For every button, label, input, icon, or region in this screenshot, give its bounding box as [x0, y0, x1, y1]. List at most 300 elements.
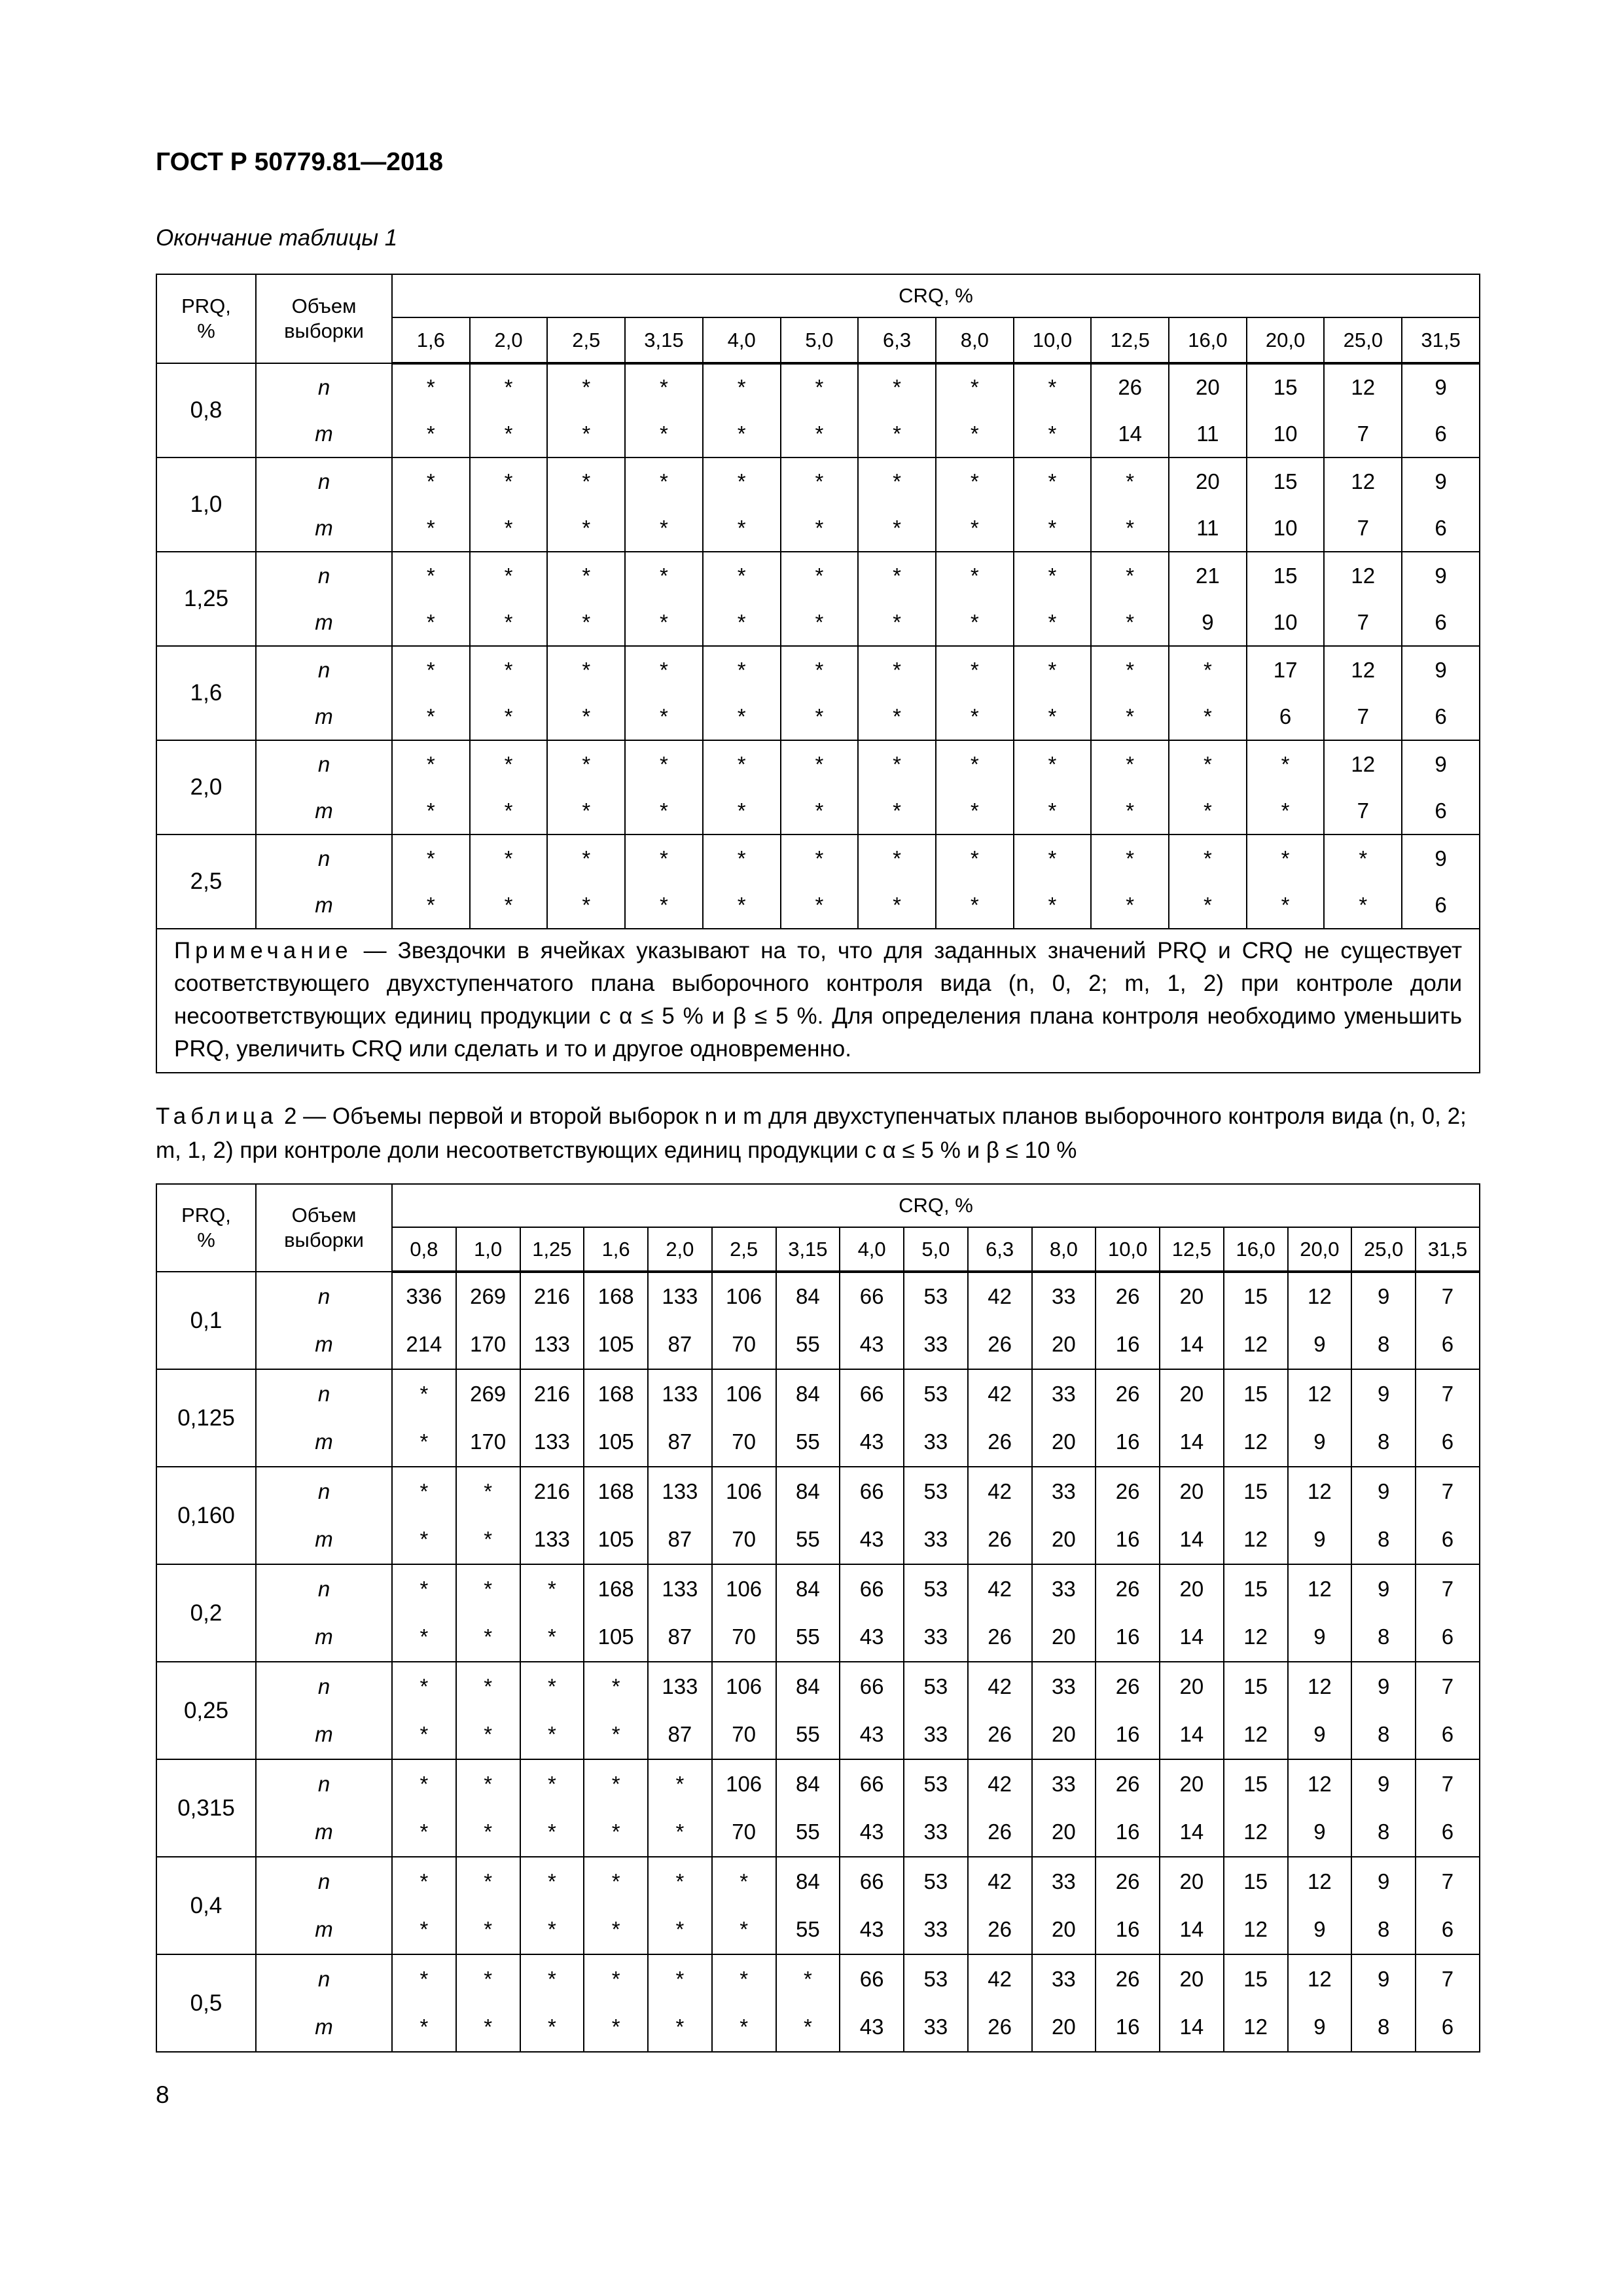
- sample-label-n: n: [256, 363, 392, 410]
- cell-m: 87: [648, 1711, 712, 1760]
- cell-m: 170: [456, 1418, 520, 1467]
- sample-label-m: m: [256, 505, 392, 552]
- cell-m: *: [1091, 505, 1169, 552]
- cell-m: 12: [1224, 1516, 1288, 1565]
- cell-m: 8: [1351, 1808, 1416, 1857]
- cell-n: 42: [968, 1467, 1032, 1516]
- cell-n: 133: [648, 1662, 712, 1711]
- cell-m: *: [1091, 882, 1169, 929]
- table-row-n: [156, 552, 1480, 599]
- cell-m: 43: [840, 1906, 904, 1955]
- prq-value: 0,125: [156, 1369, 256, 1467]
- table-2-caption-label: Таблица: [156, 1103, 278, 1129]
- sample-label-n: n: [256, 457, 392, 505]
- table-row-n: [156, 1369, 1480, 1418]
- cell-n: *: [584, 1662, 648, 1711]
- crq-value-header: 4,0: [840, 1227, 904, 1272]
- cell-n: 66: [840, 1662, 904, 1711]
- cell-m: 9: [1288, 1321, 1352, 1370]
- sample-size-column-header: Объем выборки: [256, 274, 392, 363]
- cell-n: 53: [904, 1662, 968, 1711]
- prq-value: 0,8: [156, 363, 256, 457]
- cell-m: 14: [1160, 1613, 1224, 1662]
- cell-m: 10: [1247, 410, 1325, 457]
- cell-n: 21: [1169, 552, 1247, 599]
- sample-label-n: n: [256, 1857, 392, 1906]
- cell-n: *: [392, 1954, 456, 2003]
- cell-n: 106: [712, 1662, 776, 1711]
- cell-m: *: [781, 599, 859, 646]
- cell-n: *: [547, 552, 625, 599]
- cell-n: 269: [456, 1272, 520, 1321]
- cell-n: 26: [1096, 1759, 1160, 1808]
- cell-m: 10: [1247, 505, 1325, 552]
- cell-n: 20: [1169, 363, 1247, 410]
- header-row: [156, 274, 1480, 317]
- cell-m: *: [776, 2003, 840, 2053]
- cell-m: *: [520, 1613, 584, 1662]
- cell-n: *: [1169, 646, 1247, 693]
- cell-m: *: [625, 693, 703, 740]
- table-2-caption: [156, 1100, 1478, 1168]
- cell-n: 53: [904, 1369, 968, 1418]
- cell-n: 26: [1096, 1272, 1160, 1321]
- cell-m: 16: [1096, 1906, 1160, 1955]
- cell-n: *: [781, 363, 859, 410]
- cell-n: 106: [712, 1467, 776, 1516]
- cell-n: *: [392, 552, 470, 599]
- cell-m: 12: [1224, 1321, 1288, 1370]
- cell-n: *: [470, 552, 548, 599]
- cell-m: 43: [840, 1516, 904, 1565]
- cell-m: *: [858, 505, 936, 552]
- cell-m: *: [392, 1711, 456, 1760]
- cell-n: 84: [776, 1369, 840, 1418]
- cell-n: 9: [1402, 363, 1480, 410]
- cell-n: 26: [1096, 1954, 1160, 2003]
- page-number: 8: [156, 2081, 169, 2108]
- cell-n: *: [1091, 552, 1169, 599]
- cell-m: 20: [1032, 1711, 1096, 1760]
- cell-n: *: [456, 1857, 520, 1906]
- cell-m: 6: [1402, 693, 1480, 740]
- prq-column-header: PRQ, %: [156, 1184, 256, 1272]
- note-label: Примечание: [174, 938, 353, 963]
- table-row-m: [156, 1418, 1480, 1467]
- table-row-m: [156, 693, 1480, 740]
- cell-n: *: [456, 1564, 520, 1613]
- cell-n: *: [470, 363, 548, 410]
- cell-n: *: [1014, 552, 1092, 599]
- cell-m: 16: [1096, 2003, 1160, 2053]
- cell-m: *: [712, 1906, 776, 1955]
- cell-m: *: [703, 882, 781, 929]
- cell-m: *: [392, 505, 470, 552]
- cell-m: 20: [1032, 1418, 1096, 1467]
- cell-m: *: [1169, 882, 1247, 929]
- cell-n: 7: [1416, 1272, 1480, 1321]
- cell-n: 53: [904, 1467, 968, 1516]
- cell-m: 20: [1032, 1906, 1096, 1955]
- cell-m: 6: [1416, 1516, 1480, 1565]
- crq-value-header: 4,0: [703, 317, 781, 363]
- cell-n: *: [648, 1857, 712, 1906]
- cell-m: 7: [1324, 787, 1402, 834]
- cell-n: 7: [1416, 1467, 1480, 1516]
- sample-size-column-header: Объем выборки: [256, 1184, 392, 1272]
- cell-m: 43: [840, 1613, 904, 1662]
- sample-label-m: m: [256, 1711, 392, 1760]
- note-row: [156, 929, 1480, 1073]
- cell-n: *: [584, 1954, 648, 2003]
- cell-m: *: [1091, 599, 1169, 646]
- cell-n: *: [547, 363, 625, 410]
- cell-n: *: [625, 834, 703, 882]
- cell-n: *: [1014, 457, 1092, 505]
- table-row-m: [156, 1906, 1480, 1955]
- cell-m: 9: [1288, 1613, 1352, 1662]
- table-row-m: [156, 1808, 1480, 1857]
- cell-m: *: [392, 693, 470, 740]
- cell-n: 33: [1032, 1369, 1096, 1418]
- cell-m: *: [936, 787, 1014, 834]
- cell-m: 7: [1324, 505, 1402, 552]
- cell-m: 55: [776, 1516, 840, 1565]
- cell-n: 42: [968, 1662, 1032, 1711]
- cell-n: 33: [1032, 1564, 1096, 1613]
- cell-n: *: [936, 363, 1014, 410]
- cell-n: 7: [1416, 1564, 1480, 1613]
- cell-m: *: [1014, 505, 1092, 552]
- cell-m: *: [858, 787, 936, 834]
- cell-m: *: [703, 505, 781, 552]
- cell-n: *: [1091, 646, 1169, 693]
- cell-n: *: [456, 1759, 520, 1808]
- cell-m: 7: [1324, 693, 1402, 740]
- cell-m: 26: [968, 1808, 1032, 1857]
- table-row-n: [156, 646, 1480, 693]
- cell-m: 20: [1032, 1321, 1096, 1370]
- cell-n: 7: [1416, 1759, 1480, 1808]
- cell-n: 9: [1351, 1857, 1416, 1906]
- cell-m: 6: [1402, 882, 1480, 929]
- prq-value: 0,4: [156, 1857, 256, 1954]
- cell-n: 9: [1351, 1662, 1416, 1711]
- crq-value-header: 12,5: [1091, 317, 1169, 363]
- cell-m: 14: [1160, 1418, 1224, 1467]
- cell-n: 12: [1324, 457, 1402, 505]
- cell-m: 105: [584, 1418, 648, 1467]
- crq-value-header: 1,6: [392, 317, 470, 363]
- crq-value-header: 8,0: [1032, 1227, 1096, 1272]
- cell-m: *: [392, 1613, 456, 1662]
- crq-value-header: 10,0: [1096, 1227, 1160, 1272]
- cell-m: *: [456, 1711, 520, 1760]
- cell-n: *: [781, 457, 859, 505]
- cell-m: 133: [520, 1516, 584, 1565]
- cell-n: *: [712, 1857, 776, 1906]
- cell-m: *: [547, 599, 625, 646]
- cell-n: *: [392, 1467, 456, 1516]
- cell-m: 6: [1247, 693, 1325, 740]
- cell-m: 6: [1416, 1808, 1480, 1857]
- sample-label-n: n: [256, 552, 392, 599]
- cell-n: *: [703, 363, 781, 410]
- table-row-m: [156, 1516, 1480, 1565]
- cell-m: 70: [712, 1516, 776, 1565]
- cell-m: 11: [1169, 505, 1247, 552]
- table-row-n: [156, 1467, 1480, 1516]
- crq-value-header: 25,0: [1351, 1227, 1416, 1272]
- cell-m: 8: [1351, 1516, 1416, 1565]
- cell-m: 70: [712, 1613, 776, 1662]
- cell-n: *: [781, 552, 859, 599]
- cell-m: 170: [456, 1321, 520, 1370]
- cell-m: *: [858, 882, 936, 929]
- cell-m: 133: [520, 1418, 584, 1467]
- crq-value-header: 0,8: [392, 1227, 456, 1272]
- table-row-m: [156, 410, 1480, 457]
- cell-m: 6: [1402, 410, 1480, 457]
- cell-n: 15: [1224, 1662, 1288, 1711]
- table-row-n: [156, 834, 1480, 882]
- table-row-m: [156, 1711, 1480, 1760]
- cell-n: *: [392, 740, 470, 787]
- cell-n: *: [520, 1564, 584, 1613]
- cell-m: *: [1014, 882, 1092, 929]
- prq-value: 0,1: [156, 1272, 256, 1369]
- prq-value: 0,25: [156, 1662, 256, 1759]
- table-row-n: [156, 1954, 1480, 2003]
- sample-label-m: m: [256, 787, 392, 834]
- cell-n: 20: [1169, 457, 1247, 505]
- crq-value-header: 5,0: [904, 1227, 968, 1272]
- sample-label-n: n: [256, 1759, 392, 1808]
- prq-column-header: PRQ, %: [156, 274, 256, 363]
- cell-n: *: [392, 1662, 456, 1711]
- cell-m: 55: [776, 1418, 840, 1467]
- cell-m: *: [470, 505, 548, 552]
- crq-column-header: CRQ, %: [392, 1184, 1480, 1227]
- cell-n: 15: [1247, 552, 1325, 599]
- cell-m: *: [392, 1808, 456, 1857]
- cell-n: *: [648, 1759, 712, 1808]
- cell-n: 12: [1324, 646, 1402, 693]
- cell-m: *: [584, 1906, 648, 1955]
- cell-m: 9: [1288, 1808, 1352, 1857]
- cell-m: 9: [1288, 1516, 1352, 1565]
- cell-n: 12: [1324, 740, 1402, 787]
- cell-m: 7: [1324, 410, 1402, 457]
- cell-n: 15: [1224, 1564, 1288, 1613]
- cell-m: *: [547, 787, 625, 834]
- cell-m: 33: [904, 1418, 968, 1467]
- cell-m: *: [392, 599, 470, 646]
- cell-n: 84: [776, 1564, 840, 1613]
- cell-n: *: [1014, 834, 1092, 882]
- cell-m: 43: [840, 1418, 904, 1467]
- cell-m: *: [547, 410, 625, 457]
- crq-value-header: 2,5: [547, 317, 625, 363]
- cell-m: 9: [1288, 1906, 1352, 1955]
- cell-n: 168: [584, 1564, 648, 1613]
- cell-n: *: [781, 740, 859, 787]
- cell-n: *: [392, 457, 470, 505]
- cell-n: *: [392, 1759, 456, 1808]
- cell-m: 16: [1096, 1808, 1160, 1857]
- cell-m: 43: [840, 1711, 904, 1760]
- cell-n: *: [625, 740, 703, 787]
- cell-m: *: [470, 693, 548, 740]
- crq-value-header: 31,5: [1416, 1227, 1480, 1272]
- cell-m: *: [625, 410, 703, 457]
- cell-n: 12: [1288, 1564, 1352, 1613]
- crq-value-header: 31,5: [1402, 317, 1480, 363]
- cell-m: *: [858, 693, 936, 740]
- cell-n: 26: [1096, 1857, 1160, 1906]
- cell-m: *: [456, 1808, 520, 1857]
- cell-m: *: [781, 505, 859, 552]
- cell-n: 7: [1416, 1662, 1480, 1711]
- cell-n: *: [858, 457, 936, 505]
- cell-n: 84: [776, 1467, 840, 1516]
- sample-label-m: m: [256, 1321, 392, 1370]
- cell-n: 15: [1224, 1272, 1288, 1321]
- cell-n: 12: [1324, 363, 1402, 410]
- cell-n: 26: [1096, 1369, 1160, 1418]
- cell-n: 216: [520, 1467, 584, 1516]
- note-text: — Звездочки в ячейках указывают на то, что для заданных значений PRQ и CRQ не существует соответствующего двухступенчатого плана выборочного контроля вида (n, 0, 2; m, 1, 2) при контроле доли несоответствующих единиц продукции с α ≤ 5 % и β ≤ 5 %. Для определения плана контроля необходимо уменьшить PRQ, увеличить CRQ или сделать и то и другое одновременно.: [174, 938, 1463, 1062]
- cell-n: *: [625, 552, 703, 599]
- cell-n: *: [936, 834, 1014, 882]
- cell-n: *: [1169, 740, 1247, 787]
- cell-n: 26: [1091, 363, 1169, 410]
- cell-m: *: [456, 1613, 520, 1662]
- cell-m: *: [858, 410, 936, 457]
- cell-m: 70: [712, 1321, 776, 1370]
- cell-m: *: [1169, 787, 1247, 834]
- cell-n: 84: [776, 1759, 840, 1808]
- cell-m: 33: [904, 1516, 968, 1565]
- document-header: ГОСТ Р 50779.81—2018: [156, 148, 444, 176]
- cell-m: *: [936, 410, 1014, 457]
- cell-n: 9: [1402, 646, 1480, 693]
- prq-value: 0,5: [156, 1954, 256, 2052]
- crq-value-header: 1,0: [456, 1227, 520, 1272]
- cell-m: *: [547, 693, 625, 740]
- cell-n: *: [392, 1857, 456, 1906]
- cell-n: 9: [1402, 740, 1480, 787]
- cell-n: 133: [648, 1564, 712, 1613]
- table-row-n: [156, 1857, 1480, 1906]
- cell-m: 70: [712, 1711, 776, 1760]
- crq-value-header: 6,3: [968, 1227, 1032, 1272]
- cell-m: 20: [1032, 1808, 1096, 1857]
- cell-n: *: [858, 363, 936, 410]
- cell-n: 216: [520, 1369, 584, 1418]
- cell-m: *: [392, 2003, 456, 2053]
- cell-n: 33: [1032, 1662, 1096, 1711]
- cell-n: 9: [1351, 1369, 1416, 1418]
- cell-m: 9: [1288, 1418, 1352, 1467]
- cell-m: 70: [712, 1808, 776, 1857]
- sample-label-m: m: [256, 410, 392, 457]
- cell-n: 20: [1160, 1369, 1224, 1418]
- cell-n: *: [470, 834, 548, 882]
- cell-m: *: [392, 1906, 456, 1955]
- cell-n: *: [1247, 740, 1325, 787]
- cell-m: *: [936, 693, 1014, 740]
- cell-m: 26: [968, 1418, 1032, 1467]
- cell-m: *: [781, 787, 859, 834]
- cell-n: 336: [392, 1272, 456, 1321]
- cell-n: *: [470, 457, 548, 505]
- sample-label-m: m: [256, 2003, 392, 2053]
- cell-n: *: [456, 1954, 520, 2003]
- cell-n: 20: [1160, 1272, 1224, 1321]
- cell-n: *: [1247, 834, 1325, 882]
- cell-n: *: [936, 646, 1014, 693]
- cell-m: *: [1247, 787, 1325, 834]
- cell-n: 15: [1247, 363, 1325, 410]
- cell-n: *: [936, 740, 1014, 787]
- cell-m: 12: [1224, 1711, 1288, 1760]
- cell-n: 12: [1288, 1954, 1352, 2003]
- cell-m: 20: [1032, 1613, 1096, 1662]
- crq-value-header: 1,6: [584, 1227, 648, 1272]
- cell-n: 133: [648, 1272, 712, 1321]
- cell-n: 42: [968, 1272, 1032, 1321]
- cell-m: *: [392, 882, 470, 929]
- cell-n: 12: [1288, 1369, 1352, 1418]
- cell-n: 9: [1402, 457, 1480, 505]
- cell-m: *: [625, 599, 703, 646]
- cell-m: *: [648, 1808, 712, 1857]
- crq-value-header: 6,3: [858, 317, 936, 363]
- cell-n: 84: [776, 1857, 840, 1906]
- crq-value-header: 2,0: [648, 1227, 712, 1272]
- cell-n: 106: [712, 1759, 776, 1808]
- cell-n: *: [703, 457, 781, 505]
- table-row-n: [156, 740, 1480, 787]
- crq-value-header: 20,0: [1288, 1227, 1352, 1272]
- crq-value-header: 20,0: [1247, 317, 1325, 363]
- prq-value: 0,160: [156, 1467, 256, 1564]
- cell-n: 20: [1160, 1759, 1224, 1808]
- cell-m: 6: [1416, 2003, 1480, 2053]
- cell-n: *: [456, 1662, 520, 1711]
- sample-label-m: m: [256, 1418, 392, 1467]
- cell-m: 8: [1351, 1613, 1416, 1662]
- table-row-m: [156, 505, 1480, 552]
- cell-n: 20: [1160, 1954, 1224, 2003]
- cell-m: 6: [1416, 1711, 1480, 1760]
- cell-n: 20: [1160, 1662, 1224, 1711]
- cell-n: 42: [968, 1759, 1032, 1808]
- cell-m: *: [392, 1516, 456, 1565]
- sample-label-n: n: [256, 1564, 392, 1613]
- cell-n: 9: [1351, 1467, 1416, 1516]
- cell-n: 269: [456, 1369, 520, 1418]
- cell-m: 7: [1324, 599, 1402, 646]
- cell-n: 133: [648, 1467, 712, 1516]
- cell-n: 42: [968, 1857, 1032, 1906]
- cell-n: 15: [1224, 1369, 1288, 1418]
- crq-value-header: 3,15: [625, 317, 703, 363]
- cell-m: 14: [1160, 1808, 1224, 1857]
- cell-m: 55: [776, 1808, 840, 1857]
- cell-n: *: [703, 740, 781, 787]
